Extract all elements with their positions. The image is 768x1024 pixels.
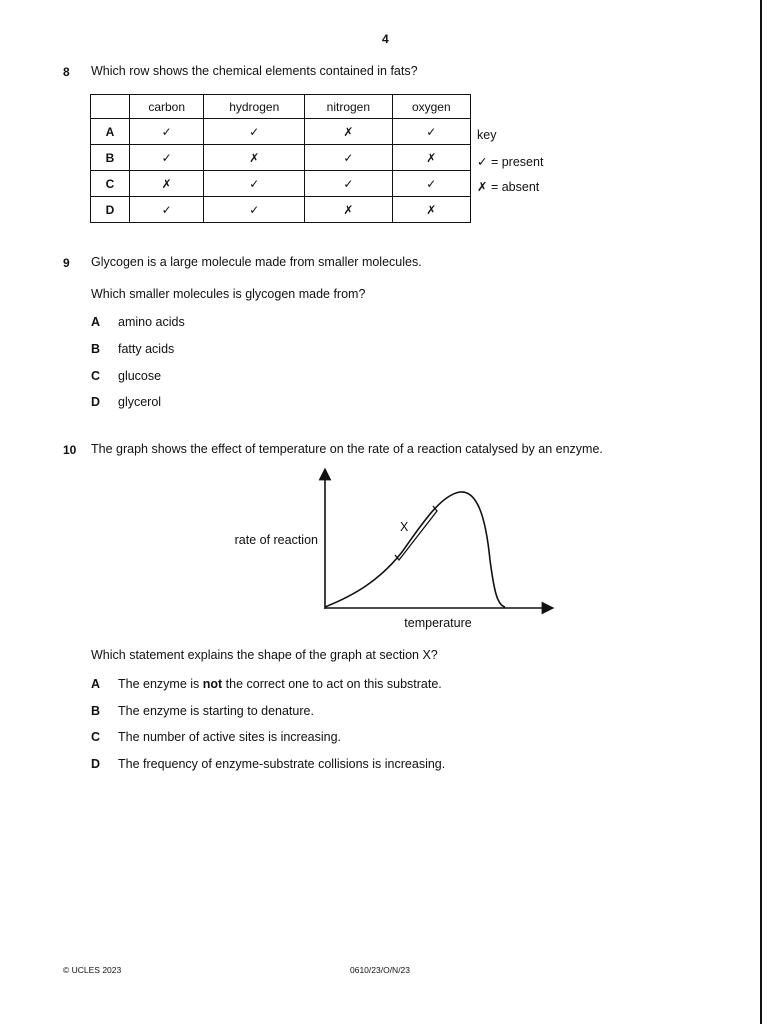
- q8-text: Which row shows the chemical elements contained in fats?: [91, 64, 418, 78]
- table-cell: ✓: [204, 171, 305, 197]
- table-cell: ✓: [392, 171, 470, 197]
- option-text: fatty acids: [118, 342, 175, 356]
- option-emphasis: not: [202, 677, 223, 691]
- option-letter: D: [91, 757, 101, 771]
- option-letter: C: [91, 369, 101, 383]
- table-cell: ✓: [204, 119, 305, 145]
- table-cell: ✗: [130, 171, 204, 197]
- table-cell: ✗: [392, 145, 470, 171]
- table-cell: ✓: [305, 171, 393, 197]
- option-letter: D: [91, 395, 101, 409]
- column-header: hydrogen: [204, 95, 305, 119]
- column-header: oxygen: [392, 95, 470, 119]
- option-letter: B: [91, 342, 101, 356]
- table-cell: ✓: [130, 145, 204, 171]
- q10-intro: The graph shows the effect of temperature on the rate of a reaction catalysed by an enzyme.: [91, 442, 603, 456]
- option-text: The enzyme is: [118, 677, 203, 691]
- q10-number: 10: [63, 443, 77, 457]
- table-cell: ✓: [204, 197, 305, 223]
- column-header: carbon: [130, 95, 204, 119]
- key-present: ✓ = present: [477, 155, 544, 169]
- footer-code: 0610/23/O/N/23: [350, 965, 411, 975]
- table-cell: ✗: [204, 145, 305, 171]
- key-absent: ✗ = absent: [477, 180, 540, 194]
- q10-option-b: [91, 704, 314, 718]
- page-number: 4: [382, 32, 389, 46]
- table-cell: ✗: [305, 119, 393, 145]
- q9-number: 9: [63, 256, 70, 270]
- table-cell: ✗: [392, 197, 470, 223]
- table-cell: ✓: [130, 197, 204, 223]
- row-label: A: [91, 119, 130, 145]
- rate-curve: [325, 492, 505, 607]
- option-text: The frequency of enzyme-substrate collisions is increasing.: [118, 757, 446, 771]
- option-letter: A: [91, 677, 101, 691]
- option-text: amino acids: [118, 315, 185, 329]
- q10-option-c: [91, 730, 341, 744]
- row-label: C: [91, 171, 130, 197]
- section-x-label: X: [400, 520, 409, 534]
- option-text: glycerol: [118, 395, 162, 409]
- q10-option-a: [91, 677, 442, 691]
- q9-intro: Glycogen is a large molecule made from smaller molecules.: [91, 255, 422, 269]
- key-title: key: [477, 128, 497, 142]
- q10-option-d: [91, 757, 445, 771]
- row-label: D: [91, 197, 130, 223]
- option-text: The number of active sites is increasing.: [118, 730, 342, 744]
- option-letter: A: [91, 315, 101, 329]
- y-axis-label: rate of reaction: [234, 533, 318, 547]
- option-text: The enzyme is starting to denature.: [118, 704, 314, 718]
- table-cell: ✗: [305, 197, 393, 223]
- option-text-tail: the correct one to act on this substrate.: [222, 677, 442, 691]
- option-letter: C: [91, 730, 101, 744]
- row-label: B: [91, 145, 130, 171]
- footer-copyright: © UCLES 2023: [63, 965, 122, 975]
- option-letter: B: [91, 704, 101, 718]
- q8-number: 8: [63, 65, 70, 79]
- table-cell: ✓: [305, 145, 393, 171]
- q10-question: Which statement explains the shape of the graph at section X?: [91, 648, 438, 662]
- x-axis-label: temperature: [404, 616, 472, 630]
- q9-question: Which smaller molecules is glycogen made from?: [91, 287, 366, 301]
- option-text: glucose: [118, 369, 162, 383]
- table-cell: ✓: [392, 119, 470, 145]
- table-cell: ✓: [130, 119, 204, 145]
- column-header: nitrogen: [305, 95, 393, 119]
